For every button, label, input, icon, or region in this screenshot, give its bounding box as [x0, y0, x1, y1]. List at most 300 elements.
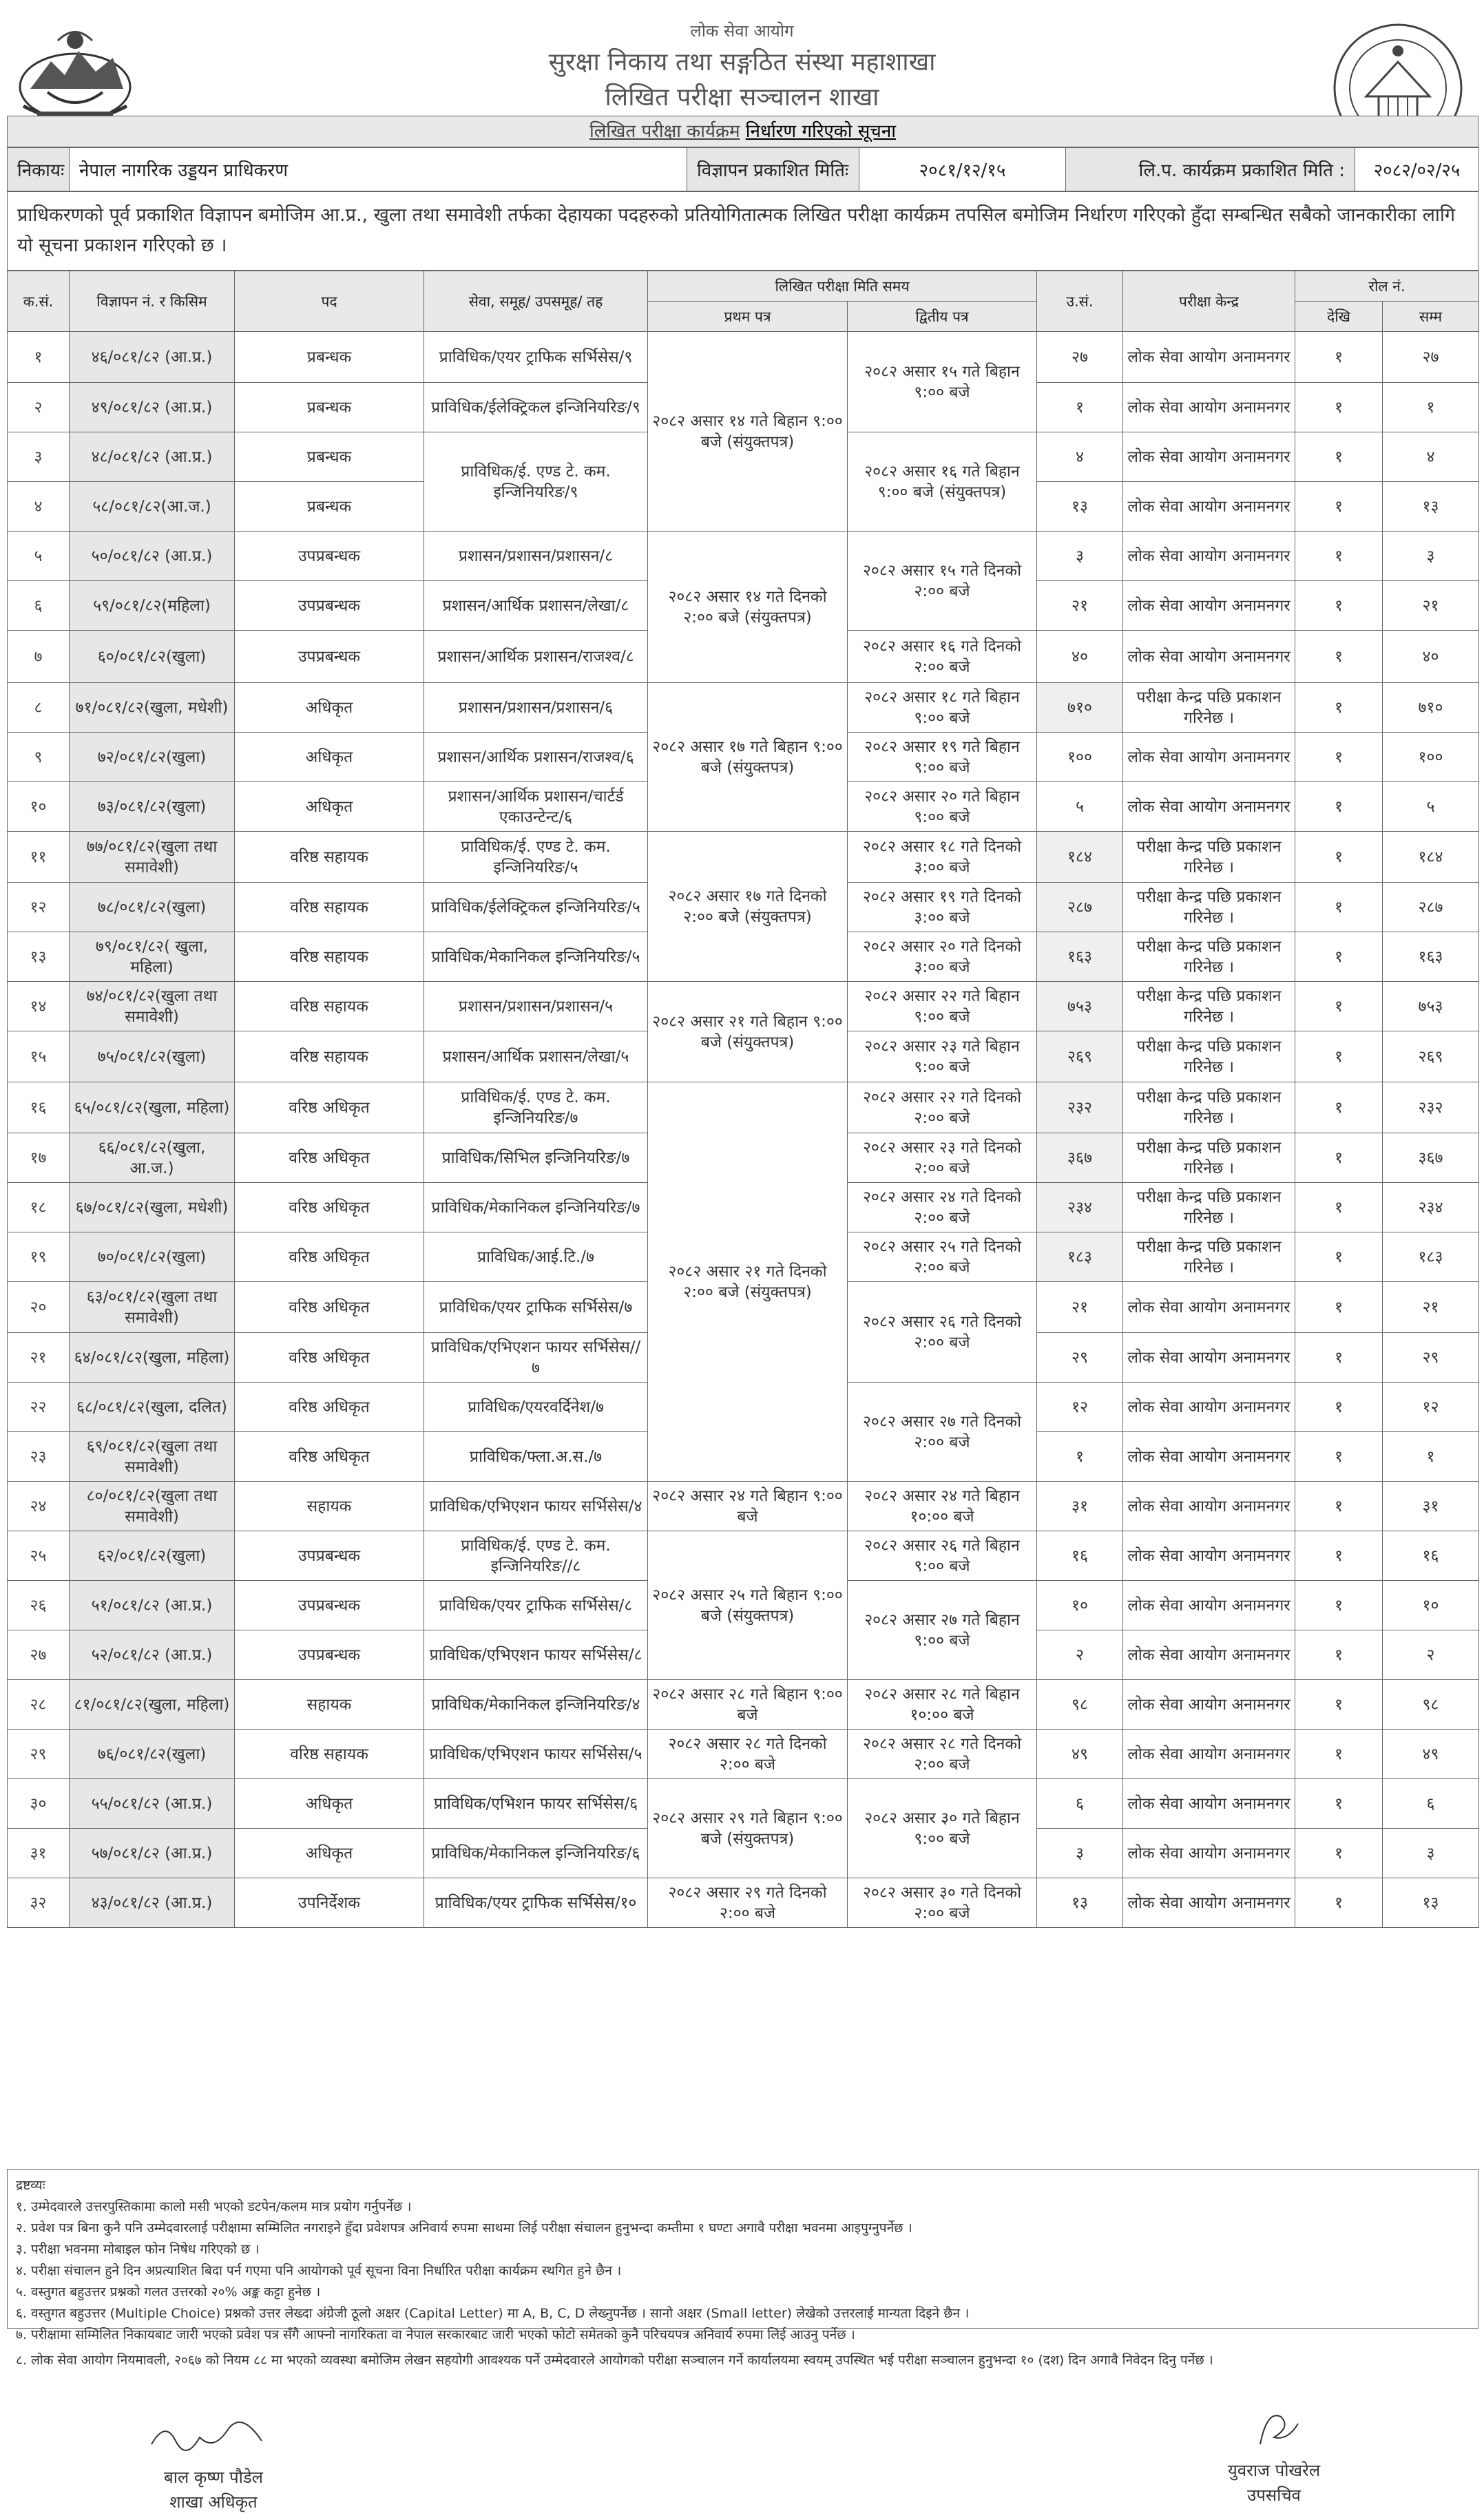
row-service: प्राविधिक/ई. एण्ड टे. कम. इन्जिनियरिङ/९	[424, 432, 648, 532]
row-exam-center: परीक्षा केन्द्र पछि प्रकाशन गरिनेछ ।	[1123, 1082, 1295, 1133]
row-roll-to: ७१०	[1383, 683, 1479, 733]
row-post: उपनिर्देशक	[235, 1878, 424, 1928]
row-exam-center: लोक सेवा आयोग अनामनगर	[1123, 1779, 1295, 1829]
row-sn: ११	[8, 832, 70, 883]
header-roll: रोल नं.	[1295, 271, 1479, 302]
row-roll-to: १६	[1383, 1531, 1479, 1581]
row-adv-no: ६०/०८१/८२(खुला)	[70, 631, 235, 683]
paper2-date: २०८२ असार २३ गते बिहान ९:०० बजे	[848, 1031, 1037, 1082]
row-sn: १६	[8, 1082, 70, 1133]
paper1-date: २०८२ असार २९ गते दिनको २:०० बजे	[648, 1878, 848, 1928]
row-roll-to: ६	[1383, 1779, 1479, 1829]
row-candidates: १००	[1037, 733, 1123, 782]
row-service: प्राविधिक/ईलेक्ट्रिकल इन्जिनियरिङ/९	[424, 383, 648, 432]
row-post: अधिकृत	[235, 1829, 424, 1878]
row-sn: १५	[8, 1031, 70, 1082]
prog-date-value: २०८२/०२/२५	[1355, 148, 1479, 191]
row-service: प्राविधिक/ई. एण्ड टे. कम. इन्जिनियरिङ/५	[424, 832, 648, 883]
row-adv-no: ७३/०८१/८२(खुला)	[70, 782, 235, 832]
paper1-date: २०८२ असार १४ गते बिहान ९:०० बजे (संयुक्तपत्र)	[648, 332, 848, 532]
row-service: प्राविधिक/एभिएशन फायर सर्भिसेस/५	[424, 1730, 648, 1779]
table-row	[8, 982, 1479, 1031]
row-exam-center: लोक सेवा आयोग अनामनगर	[1123, 482, 1295, 532]
row-adv-no: ७५/०८१/८२(खुला)	[70, 1031, 235, 1082]
row-roll-to: २८७	[1383, 883, 1479, 932]
row-roll-from: १	[1295, 383, 1383, 432]
row-roll-to: २६९	[1383, 1031, 1479, 1082]
row-adv-no: ५९/०८१/८२(महिला)	[70, 581, 235, 631]
row-candidates: २१	[1037, 581, 1123, 631]
notice-title-part2: निर्धारण गरिएको सूचना	[745, 121, 896, 142]
table-row	[8, 532, 1479, 581]
row-post: अधिकृत	[235, 782, 424, 832]
row-adv-no: ६८/०८१/८२(खुला, दलित)	[70, 1383, 235, 1432]
row-service: प्रशासन/प्रशासन/प्रशासन/५	[424, 982, 648, 1031]
ad-date-value: २०८१/१२/१५	[859, 148, 1066, 191]
paper2-date: २०८२ असार ३० गते दिनको २:०० बजे	[848, 1878, 1037, 1928]
row-service: प्रशासन/आर्थिक प्रशासन/राजश्व/८	[424, 631, 648, 683]
row-post: उपप्रबन्धक	[235, 1630, 424, 1680]
row-adv-no: ५०/०८१/८२ (आ.प्र.)	[70, 532, 235, 581]
row-sn: २४	[8, 1482, 70, 1531]
notes-box	[7, 2169, 1478, 2368]
row-roll-from: १	[1295, 683, 1383, 733]
row-roll-to: २७	[1383, 332, 1479, 383]
row-exam-center: लोक सेवा आयोग अनामनगर	[1123, 581, 1295, 631]
row-roll-from: १	[1295, 532, 1383, 581]
row-roll-to: १८४	[1383, 832, 1479, 883]
table-row	[8, 332, 1479, 383]
row-roll-to: २१	[1383, 1282, 1479, 1333]
paper2-date: २०८२ असार २० गते दिनको ३:०० बजे	[848, 932, 1037, 982]
header-center: परीक्षा केन्द्र	[1123, 271, 1295, 332]
row-roll-to: ३	[1383, 1829, 1479, 1878]
row-candidates: २८७	[1037, 883, 1123, 932]
row-post: प्रबन्धक	[235, 432, 424, 482]
row-roll-to: २३२	[1383, 1082, 1479, 1133]
row-candidates: ४०	[1037, 631, 1123, 683]
note-item: ८. लोक सेवा आयोग नियमावली, २०६७ को नियम ८८ मा भएको व्यवस्था बमोजिम लेखन सहयोगी आवश्यक पर्ने उम्मेदवारले आयोगको परीक्षा सञ्चालन गर्ने कार्यालयमा स्वयम् उपस्थित भई परीक्षा सञ्चालन हुनुभन्दा १० (दश) दिन अगावै निवेदन दिनु पर्नेछ ।	[16, 2353, 1213, 2368]
row-roll-from: १	[1295, 832, 1383, 883]
row-roll-from: १	[1295, 1432, 1383, 1482]
row-roll-from: १	[1295, 883, 1383, 932]
row-roll-from: १	[1295, 1730, 1383, 1779]
row-adv-no: ७०/०८१/८२(खुला)	[70, 1232, 235, 1282]
paper1-date: २०८२ असार २४ गते बिहान ९:०० बजे	[648, 1482, 848, 1531]
note-item: ४. परीक्षा संचालन हुने दिन अप्रत्याशित बिदा पर्न गएमा पनि आयोगको पूर्व सूचना विना निर्धारित परीक्षा कार्यक्रम स्थगित हुने छैन ।	[16, 2263, 622, 2278]
row-service: प्राविधिक/एयर ट्राफिक सर्भिसेस/८	[424, 1581, 648, 1630]
row-candidates: २७	[1037, 332, 1123, 383]
paper2-date: २०८२ असार २६ गते बिहान ९:०० बजे	[848, 1531, 1037, 1581]
note-item: १. उम्मेदवारले उत्तरपुस्तिकामा कालो मसी भएको डटपेन/कलम मात्र प्रयोग गर्नुपर्नेछ ।	[16, 2199, 412, 2214]
row-roll-to: १६३	[1383, 932, 1479, 982]
paper1-date: २०८२ असार १७ गते दिनको २:०० बजे (संयुक्तपत्र)	[648, 832, 848, 982]
paper2-date: २०८२ असार २८ गते बिहान १०:०० बजे	[848, 1680, 1037, 1730]
row-exam-center: लोक सेवा आयोग अनामनगर	[1123, 1333, 1295, 1383]
row-roll-to: १	[1383, 383, 1479, 432]
row-adv-no: ६४/०८१/८२(खुला, महिला)	[70, 1333, 235, 1383]
header-branch: लिखित परीक्षा सञ्चालन शाखा	[605, 83, 879, 112]
row-post: अधिकृत	[235, 733, 424, 782]
row-roll-to: १८३	[1383, 1232, 1479, 1282]
row-roll-from: १	[1295, 1878, 1383, 1928]
row-adv-no: ५८/०८१/८२(आ.ज.)	[70, 482, 235, 532]
row-post: उपप्रबन्धक	[235, 631, 424, 683]
row-roll-from: १	[1295, 482, 1383, 532]
row-service: प्राविधिक/आई.टि./७	[424, 1232, 648, 1282]
row-exam-center: लोक सेवा आयोग अनामनगर	[1123, 1680, 1295, 1730]
row-adv-no: ७६/०८१/८२(खुला)	[70, 1730, 235, 1779]
schedule-table	[7, 271, 1479, 1928]
row-roll-to: ४	[1383, 432, 1479, 482]
row-sn: १९	[8, 1232, 70, 1282]
table-row	[8, 1082, 1479, 1133]
header-department: सुरक्षा निकाय तथा सङ्गठित संस्था महाशाखा	[548, 48, 936, 76]
header-org: लोक सेवा आयोग	[690, 21, 794, 41]
row-sn: १४	[8, 982, 70, 1031]
row-sn: २१	[8, 1333, 70, 1383]
row-candidates: ३	[1037, 532, 1123, 581]
row-sn: २३	[8, 1432, 70, 1482]
row-sn: ७	[8, 631, 70, 683]
row-candidates: १	[1037, 1432, 1123, 1482]
table-row	[8, 1730, 1479, 1779]
row-service: प्राविधिक/ई. एण्ड टे. कम. इन्जिनियरिङ//८	[424, 1531, 648, 1581]
row-service: प्राविधिक/मेकानिकल इन्जिनियरिङ/४	[424, 1680, 648, 1730]
row-adv-no: ५७/०८१/८२ (आ.प्र.)	[70, 1829, 235, 1878]
row-post: वरिष्ठ अधिकृत	[235, 1232, 424, 1282]
row-exam-center: परीक्षा केन्द्र पछि प्रकाशन गरिनेछ ।	[1123, 1031, 1295, 1082]
signature-scribble-icon	[145, 2417, 282, 2458]
ad-date-label: विज्ञापन प्रकाशित मितिः	[687, 148, 859, 191]
row-roll-to: ३६७	[1383, 1133, 1479, 1183]
row-service: प्राविधिक/मेकानिकल इन्जिनियरिङ/५	[424, 932, 648, 982]
row-candidates: १८४	[1037, 832, 1123, 883]
row-roll-to: ७५३	[1383, 982, 1479, 1031]
paper2-date: २०८२ असार १६ गते दिनको २:०० बजे	[848, 631, 1037, 683]
row-exam-center: परीक्षा केन्द्र पछि प्रकाशन गरिनेछ ।	[1123, 932, 1295, 982]
row-exam-center: परीक्षा केन्द्र पछि प्रकाशन गरिनेछ ।	[1123, 683, 1295, 733]
header-post: पद	[235, 271, 424, 332]
row-sn: १	[8, 332, 70, 383]
signature-right	[1164, 2403, 1384, 2508]
row-candidates: १८३	[1037, 1232, 1123, 1282]
row-post: वरिष्ठ सहायक	[235, 883, 424, 932]
agency-value: नेपाल नागरिक उड्डयन प्राधिकरण	[70, 148, 687, 191]
row-exam-center: लोक सेवा आयोग अनामनगर	[1123, 1630, 1295, 1680]
row-post: वरिष्ठ अधिकृत	[235, 1133, 424, 1183]
row-post: प्रबन्धक	[235, 383, 424, 432]
row-roll-to: १३	[1383, 1878, 1479, 1928]
row-roll-to: २९	[1383, 1333, 1479, 1383]
row-post: वरिष्ठ अधिकृत	[235, 1082, 424, 1133]
row-sn: १८	[8, 1183, 70, 1232]
row-service: प्राविधिक/ई. एण्ड टे. कम. इन्जिनियरिङ/७	[424, 1082, 648, 1133]
row-post: वरिष्ठ सहायक	[235, 1730, 424, 1779]
row-sn: ३	[8, 432, 70, 482]
header-roll-from: देखि	[1295, 302, 1383, 332]
row-sn: ३२	[8, 1878, 70, 1928]
row-adv-no: ८१/०८१/८२(खुला, महिला)	[70, 1680, 235, 1730]
row-candidates: ३६७	[1037, 1133, 1123, 1183]
row-service: प्राविधिक/मेकानिकल इन्जिनियरिङ/६	[424, 1829, 648, 1878]
row-post: वरिष्ठ अधिकृत	[235, 1333, 424, 1383]
header-candidates: उ.सं.	[1037, 271, 1123, 332]
row-sn: २९	[8, 1730, 70, 1779]
row-service: प्राविधिक/सिभिल इन्जिनियरिङ/७	[424, 1133, 648, 1183]
signature-left-name: बाल कृष्ण पौडेल	[164, 2468, 263, 2487]
row-post: प्रबन्धक	[235, 332, 424, 383]
row-adv-no: ६९/०८१/८२(खुला तथा समावेशी)	[70, 1432, 235, 1482]
row-candidates: १०	[1037, 1581, 1123, 1630]
row-service: प्राविधिक/एयरवर्दिनेश/७	[424, 1383, 648, 1432]
row-exam-center: लोक सेवा आयोग अनामनगर	[1123, 1878, 1295, 1928]
row-candidates: १६३	[1037, 932, 1123, 982]
row-roll-from: १	[1295, 1031, 1383, 1082]
row-sn: २८	[8, 1680, 70, 1730]
paper2-date: २०८२ असार १९ गते बिहान ९:०० बजे	[848, 733, 1037, 782]
row-service: प्राविधिक/एभिएशन फायर सर्भिसेस//७	[424, 1333, 648, 1383]
row-post: वरिष्ठ सहायक	[235, 982, 424, 1031]
row-service: प्राविधिक/एभिएशन फायर सर्भिसेस/८	[424, 1630, 648, 1680]
paper2-date: २०८२ असार २२ गते बिहान ९:०० बजे	[848, 982, 1037, 1031]
row-candidates: २९	[1037, 1333, 1123, 1383]
row-candidates: २३२	[1037, 1082, 1123, 1133]
row-post: सहायक	[235, 1482, 424, 1531]
paper2-date: २०८२ असार २५ गते दिनको २:०० बजे	[848, 1232, 1037, 1282]
row-sn: ४	[8, 482, 70, 532]
row-roll-from: १	[1295, 1630, 1383, 1680]
row-post: वरिष्ठ सहायक	[235, 832, 424, 883]
row-roll-to: ३१	[1383, 1482, 1479, 1531]
row-service: प्राविधिक/मेकानिकल इन्जिनियरिङ/७	[424, 1183, 648, 1232]
row-roll-from: १	[1295, 631, 1383, 683]
row-adv-no: ७२/०८१/८२(खुला)	[70, 733, 235, 782]
row-post: उपप्रबन्धक	[235, 532, 424, 581]
paper1-date: २०८२ असार २८ गते बिहान ९:०० बजे	[648, 1680, 848, 1730]
row-sn: २६	[8, 1581, 70, 1630]
row-sn: ३१	[8, 1829, 70, 1878]
row-roll-from: १	[1295, 782, 1383, 832]
row-post: सहायक	[235, 1680, 424, 1730]
row-post: अधिकृत	[235, 683, 424, 733]
row-roll-to: ३	[1383, 532, 1479, 581]
row-roll-from: १	[1295, 1482, 1383, 1531]
paper2-date: २०८२ असार २७ गते बिहान ९:०० बजे	[848, 1581, 1037, 1680]
row-adv-no: ५२/०८१/८२ (आ.प्र.)	[70, 1630, 235, 1680]
paper2-date: २०८२ असार २८ गते दिनको २:०० बजे	[848, 1730, 1037, 1779]
table-row	[8, 1531, 1479, 1581]
row-sn: ५	[8, 532, 70, 581]
info-table	[7, 147, 1479, 191]
row-adv-no: ६२/०८१/८२(खुला)	[70, 1531, 235, 1581]
row-sn: २०	[8, 1282, 70, 1333]
paper2-date: २०८२ असार २४ गते दिनको २:०० बजे	[848, 1183, 1037, 1232]
row-candidates: १६	[1037, 1531, 1123, 1581]
row-post: उपप्रबन्धक	[235, 1581, 424, 1630]
paper2-date: २०८२ असार १८ गते बिहान ९:०० बजे	[848, 683, 1037, 733]
row-adv-no: ४३/०८१/८२ (आ.प्र.)	[70, 1878, 235, 1928]
paper1-date: २०८२ असार २५ गते बिहान ९:०० बजे (संयुक्तपत्र)	[648, 1531, 848, 1680]
row-sn: २	[8, 383, 70, 432]
row-exam-center: परीक्षा केन्द्र पछि प्रकाशन गरिनेछ ।	[1123, 883, 1295, 932]
paper2-date: २०८२ असार १५ गते बिहान ९:०० बजे	[848, 332, 1037, 432]
row-roll-from: १	[1295, 982, 1383, 1031]
row-post: वरिष्ठ सहायक	[235, 932, 424, 982]
row-adv-no: ६३/०८१/८२(खुला तथा समावेशी)	[70, 1282, 235, 1333]
row-candidates: १३	[1037, 1878, 1123, 1928]
row-service: प्रशासन/आर्थिक प्रशासन/राजश्व/६	[424, 733, 648, 782]
row-exam-center: लोक सेवा आयोग अनामनगर	[1123, 332, 1295, 383]
row-roll-from: १	[1295, 932, 1383, 982]
row-post: उपप्रबन्धक	[235, 1531, 424, 1581]
agency-label: निकायः	[8, 148, 70, 191]
row-roll-from: १	[1295, 733, 1383, 782]
paper2-date: २०८२ असार ३० गते बिहान ९:०० बजे	[848, 1779, 1037, 1878]
schedule-body	[8, 332, 1479, 1928]
row-service: प्रशासन/प्रशासन/प्रशासन/८	[424, 532, 648, 581]
row-exam-center: परीक्षा केन्द्र पछि प्रकाशन गरिनेछ ।	[1123, 1133, 1295, 1183]
row-roll-to: २१	[1383, 581, 1479, 631]
row-post: अधिकृत	[235, 1779, 424, 1829]
header-roll-to: सम्म	[1383, 302, 1479, 332]
row-candidates: ३	[1037, 1829, 1123, 1878]
row-exam-center: लोक सेवा आयोग अनामनगर	[1123, 1531, 1295, 1581]
header-adv: विज्ञापन नं. र किसिम	[70, 271, 235, 332]
paper2-date: २०८२ असार २७ गते दिनको २:०० बजे	[848, 1383, 1037, 1482]
row-post: वरिष्ठ अधिकृत	[235, 1183, 424, 1232]
signature-scribble-icon	[1233, 2403, 1315, 2451]
row-roll-to: १	[1383, 1432, 1479, 1482]
row-roll-from: १	[1295, 1133, 1383, 1183]
row-exam-center: लोक सेवा आयोग अनामनगर	[1123, 532, 1295, 581]
signature-right-name: युवराज पोखरेल	[1227, 2461, 1321, 2480]
row-candidates: ९८	[1037, 1680, 1123, 1730]
row-sn: ३०	[8, 1779, 70, 1829]
header-service: सेवा, समूह/ उपसमूह/ तह	[424, 271, 648, 332]
paper2-date: २०८२ असार १८ गते दिनको ३:०० बजे	[848, 832, 1037, 883]
row-exam-center: लोक सेवा आयोग अनामनगर	[1123, 1432, 1295, 1482]
row-adv-no: ७१/०८१/८२(खुला, मधेशी)	[70, 683, 235, 733]
row-sn: १२	[8, 883, 70, 932]
header-sn: क.सं.	[8, 271, 70, 332]
row-exam-center: लोक सेवा आयोग अनामनगर	[1123, 383, 1295, 432]
row-sn: १०	[8, 782, 70, 832]
row-roll-from: १	[1295, 332, 1383, 383]
row-adv-no: ७९/०८१/८२( खुला, महिला)	[70, 932, 235, 982]
row-exam-center: लोक सेवा आयोग अनामनगर	[1123, 1482, 1295, 1531]
row-exam-center: लोक सेवा आयोग अनामनगर	[1123, 432, 1295, 482]
row-roll-to: १३	[1383, 482, 1479, 532]
header-exam: लिखित परीक्षा मिति समय	[648, 271, 1037, 302]
row-exam-center: लोक सेवा आयोग अनामनगर	[1123, 733, 1295, 782]
row-roll-from: १	[1295, 1232, 1383, 1282]
paper2-date: २०८२ असार १५ गते दिनको २:०० बजे	[848, 532, 1037, 631]
row-sn: ६	[8, 581, 70, 631]
row-service: प्रशासन/आर्थिक प्रशासन/लेखा/५	[424, 1031, 648, 1082]
note-item: ३. परीक्षा भवनमा मोबाइल फोन निषेध गरिएको छ ।	[16, 2242, 260, 2257]
row-roll-from: १	[1295, 1779, 1383, 1829]
row-adv-no: ७४/०८१/८२(खुला तथा समावेशी)	[70, 982, 235, 1031]
row-candidates: ५	[1037, 782, 1123, 832]
row-roll-from: १	[1295, 1829, 1383, 1878]
row-candidates: २६९	[1037, 1031, 1123, 1082]
row-roll-to: ४९	[1383, 1730, 1479, 1779]
row-candidates: १३	[1037, 482, 1123, 532]
row-adv-no: ७७/०८१/८२(खुला तथा समावेशी)	[70, 832, 235, 883]
row-adv-no: ८०/०८१/८२(खुला तथा समावेशी)	[70, 1482, 235, 1531]
table-row	[8, 683, 1479, 733]
row-service: प्राविधिक/एयर ट्राफिक सर्भिसेस/७	[424, 1282, 648, 1333]
prog-date-label: लि.प. कार्यक्रम प्रकाशित मिति :	[1066, 148, 1355, 191]
paper1-date: २०८२ असार १४ गते दिनको २:०० बजे (संयुक्तपत्र)	[648, 532, 848, 683]
row-sn: २५	[8, 1531, 70, 1581]
row-roll-from: १	[1295, 1082, 1383, 1133]
row-post: वरिष्ठ अधिकृत	[235, 1383, 424, 1432]
paper1-date: २०८२ असार २९ गते बिहान ९:०० बजे (संयुक्तपत्र)	[648, 1779, 848, 1878]
intro-paragraph: प्राधिकरणको पूर्व प्रकाशित विज्ञापन बमोजिम आ.प्र., खुला तथा समावेशी तर्फका देहायका पदहरुको प्रतियोगितात्मक लिखित परीक्षा कार्यक्रम तपसिल बमोजिम निर्धारण गरिएको हुँदा सम्बन्धित सबैको जानकारीका लागि यो सूचना प्रकाशन गरिएको छ ।	[7, 191, 1478, 271]
row-exam-center: लोक सेवा आयोग अनामनगर	[1123, 631, 1295, 683]
row-candidates: १	[1037, 383, 1123, 432]
paper1-date: २०८२ असार २८ गते दिनको २:०० बजे	[648, 1730, 848, 1779]
row-post: वरिष्ठ अधिकृत	[235, 1432, 424, 1482]
row-exam-center: परीक्षा केन्द्र पछि प्रकाशन गरिनेछ ।	[1123, 832, 1295, 883]
notes-title: द्रष्टव्यः	[16, 2178, 45, 2193]
row-roll-from: १	[1295, 1183, 1383, 1232]
row-adv-no: ४८/०८१/८२ (आ.प्र.)	[70, 432, 235, 482]
row-roll-to: १२	[1383, 1383, 1479, 1432]
row-roll-to: २	[1383, 1630, 1479, 1680]
row-roll-to: ५	[1383, 782, 1479, 832]
row-adv-no: ५१/०८१/८२ (आ.प्र.)	[70, 1581, 235, 1630]
row-candidates: ७५३	[1037, 982, 1123, 1031]
note-item: ६. वस्तुगत बहुउत्तर (Multiple Choice) प्रश्नको उत्तर लेख्दा अंग्रेजी ठूलो अक्षर (Capital Letter) मा A, B, C, D लेख्नुपर्नेछ । सानो अक्षर (Small letter) लेखेको उत्तरलाई मान्यता दिइने छैन ।	[16, 2306, 970, 2321]
header-paper1: प्रथम पत्र	[648, 302, 848, 332]
row-roll-from: १	[1295, 1282, 1383, 1333]
row-candidates: १२	[1037, 1383, 1123, 1432]
row-adv-no: ४९/०८१/८२ (आ.प्र.)	[70, 383, 235, 432]
row-post: वरिष्ठ सहायक	[235, 1031, 424, 1082]
row-service: प्राविधिक/एयर ट्राफिक सर्भिसेस/१०	[424, 1878, 648, 1928]
row-service: प्रशासन/आर्थिक प्रशासन/चार्टर्ड एकाउन्टेन्ट/६	[424, 782, 648, 832]
row-service: प्राविधिक/ईलेक्ट्रिकल इन्जिनियरिङ/५	[424, 883, 648, 932]
note-item: ७. परीक्षामा सम्मिलित निकायबाट जारी भएको प्रवेश पत्र सँगै आफ्नो नागरिकता वा नेपाल सरकारबाट जारी भएको फोटो समेतको कुनै परिचयपत्र अनिवार्य रुपमा लिई आउनु पर्नेछ ।	[16, 2327, 855, 2342]
row-candidates: ३१	[1037, 1482, 1123, 1531]
row-adv-no: ६५/०८१/८२(खुला, महिला)	[70, 1082, 235, 1133]
row-adv-no: ६७/०८१/८२(खुला, मधेशी)	[70, 1183, 235, 1232]
table-row	[8, 1878, 1479, 1928]
notice-title	[7, 116, 1478, 147]
row-exam-center: परीक्षा केन्द्र पछि प्रकाशन गरिनेछ ।	[1123, 1232, 1295, 1282]
paper1-date: २०८२ असार २१ गते दिनको २:०० बजे (संयुक्तपत्र)	[648, 1082, 848, 1482]
row-post: वरिष्ठ अधिकृत	[235, 1282, 424, 1333]
note-item: ५. वस्तुगत बहुउत्तर प्रश्नको गलत उत्तरको २०% अङ्क कट्टा हुनेछ ।	[16, 2285, 321, 2300]
row-exam-center: लोक सेवा आयोग अनामनगर	[1123, 1730, 1295, 1779]
signature-left	[103, 2417, 324, 2514]
row-sn: १७	[8, 1133, 70, 1183]
row-service: प्रशासन/प्रशासन/प्रशासन/६	[424, 683, 648, 733]
row-roll-to: १०	[1383, 1581, 1479, 1630]
paper1-date: २०८२ असार २१ गते बिहान ९:०० बजे (संयुक्तपत्र)	[648, 982, 848, 1082]
paper2-date: २०८२ असार २२ गते दिनको २:०० बजे	[848, 1082, 1037, 1133]
row-post: उपप्रबन्धक	[235, 581, 424, 631]
paper2-date: २०८२ असार २६ गते दिनको २:०० बजे	[848, 1282, 1037, 1383]
row-candidates: ४९	[1037, 1730, 1123, 1779]
row-roll-from: १	[1295, 1333, 1383, 1383]
row-roll-from: १	[1295, 1531, 1383, 1581]
paper2-date: २०८२ असार १९ गते दिनको ३:०० बजे	[848, 883, 1037, 932]
row-roll-from: १	[1295, 1383, 1383, 1432]
